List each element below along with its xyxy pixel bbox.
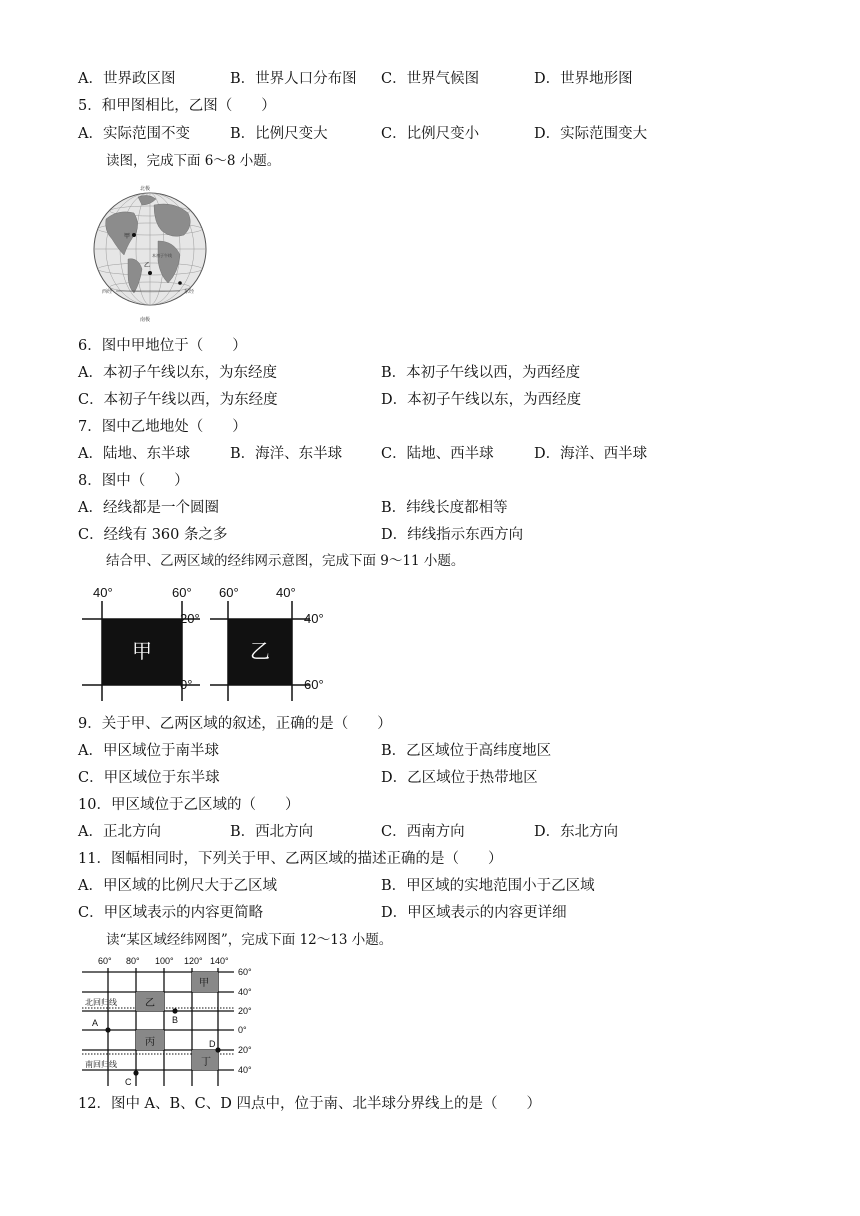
- q11-option-a: A．甲区域的比例尺大于乙区域: [78, 878, 277, 894]
- q9-option-c: C．甲区域位于东半球: [78, 770, 220, 786]
- jia-right-label-2: 0°: [180, 677, 193, 692]
- yi-right-label-2: 60°: [304, 677, 324, 692]
- q6-option-a: A．本初子午线以东，为东经度: [78, 365, 277, 381]
- yi-right-label-1: 40°: [304, 611, 324, 626]
- map-point-a: [105, 1027, 110, 1032]
- q4-option-a: A．世界政区图: [78, 71, 176, 87]
- q9-option-a: A．甲区域位于南半球: [78, 743, 219, 759]
- map-right-label-60n: 60°: [238, 967, 252, 977]
- map-point-d: [215, 1047, 220, 1052]
- map-point-c-label: C: [125, 1077, 132, 1087]
- region-grid-map: [78, 952, 268, 1090]
- jia-right-label-1: 20°: [180, 611, 200, 626]
- globe-figure: [84, 183, 216, 323]
- q4-option-b: B．世界人口分布图: [230, 71, 357, 87]
- point-jia-marker: [132, 233, 136, 237]
- map-point-a-label: A: [92, 1018, 99, 1028]
- yi-top-label-2: 40°: [276, 585, 296, 600]
- point-yi-marker: [148, 271, 152, 275]
- region-yi-label: 乙: [250, 641, 270, 663]
- q7-option-a: A．陆地、东半球: [78, 446, 190, 462]
- map-point-d-label: D: [209, 1039, 216, 1049]
- map-right-label-40s: 40°: [238, 1065, 252, 1075]
- intro-9-11: 结合甲、乙两区域的经纬网示意图，完成下面 9～11 小题。: [106, 553, 465, 569]
- map-point-b: [172, 1008, 177, 1013]
- q9-stem: 9．关于甲、乙两区域的叙述，正确的是（ ）: [78, 716, 392, 732]
- q10-stem: 10．甲区域位于乙区域的（ ）: [78, 797, 300, 813]
- jia-top-label-2: 60°: [172, 585, 192, 600]
- q7-option-d: D．海洋、西半球: [534, 446, 648, 462]
- q11-option-b: B．甲区域的实地范围小于乙区域: [381, 878, 595, 894]
- q5-option-d: D．实际范围变大: [534, 126, 648, 142]
- q7-option-c: C．陆地、西半球: [381, 446, 494, 462]
- globe-label-yi: 乙: [144, 263, 151, 269]
- q11-option-d: D．甲区域表示的内容更详细: [381, 905, 567, 921]
- map-right-label-20n: 20°: [238, 1006, 252, 1016]
- map-top-label-60: 60°: [98, 956, 112, 966]
- globe-label-jia: 甲: [124, 234, 131, 240]
- map-region-ding-label: 丁: [201, 1057, 211, 1068]
- jia-top-label-1: 40°: [93, 585, 113, 600]
- q11-option-c: C．甲区域表示的内容更简略: [78, 905, 264, 921]
- q4-option-d: D．世界地形图: [534, 71, 633, 87]
- map-top-label-80: 80°: [126, 956, 140, 966]
- map-right-label-0: 0°: [238, 1025, 247, 1035]
- q10-option-a: A．正北方向: [78, 824, 161, 840]
- map-region-jia-label: 甲: [199, 978, 209, 989]
- q5-option-a: A．实际范围不变: [78, 126, 190, 142]
- q8-option-b: B．纬线长度都相等: [381, 500, 508, 516]
- q9-option-b: B．乙区域位于高纬度地区: [381, 743, 552, 759]
- q5-stem: 5．和甲图相比，乙图（ ）: [78, 98, 276, 114]
- q11-stem: 11．图幅相同时，下列关于甲、乙两区域的描述正确的是（ ）: [78, 851, 503, 867]
- map-point-b-label: B: [172, 1015, 179, 1025]
- map-region-yi-label: 乙: [145, 998, 155, 1009]
- intro-12-13: 读“某区域经纬网图”，完成下面 12～13 小题。: [106, 932, 393, 948]
- map-tropic-north-label: 北回归线: [85, 998, 117, 1007]
- globe-label-west: 西经: [102, 289, 113, 295]
- map-region-bing-label: 丙: [145, 1037, 155, 1048]
- map-tropic-south-label: 南回归线: [85, 1060, 117, 1069]
- map-top-label-100: 100°: [155, 956, 174, 966]
- grid-figure: [80, 583, 340, 707]
- q5-option-c: C．比例尺变小: [381, 126, 480, 142]
- region-jia-label: 甲: [132, 641, 152, 663]
- q4-option-c: C．世界气候图: [381, 71, 480, 87]
- q7-stem: 7．图中乙地地处（ ）: [78, 419, 247, 435]
- q9-option-d: D．乙区域位于热带地区: [381, 770, 538, 786]
- yi-top-label-1: 60°: [219, 585, 239, 600]
- q10-option-b: B．西北方向: [230, 824, 314, 840]
- q5-option-b: B．比例尺变大: [230, 126, 328, 142]
- q10-option-d: D．东北方向: [534, 824, 619, 840]
- map-top-label-140: 140°: [210, 956, 229, 966]
- q7-option-b: B．海洋、东半球: [230, 446, 343, 462]
- globe-label-south-pole: 南极: [140, 317, 151, 323]
- q8-option-c: C．经线有 360 条之多: [78, 527, 228, 543]
- q6-option-c: C．本初子午线以西，为东经度: [78, 392, 278, 408]
- map-right-label-20s: 20°: [238, 1045, 252, 1055]
- q10-option-c: C．西南方向: [381, 824, 465, 840]
- q12-stem: 12．图中 A、B、C、D 四点中，位于南、北半球分界线上的是（ ）: [78, 1096, 542, 1112]
- q8-stem: 8．图中（ ）: [78, 473, 189, 489]
- map-right-label-40n: 40°: [238, 987, 252, 997]
- q8-option-a: A．经线都是一个圆圈: [78, 500, 219, 516]
- q6-stem: 6．图中甲地位于（ ）: [78, 338, 247, 354]
- globe-label-north-pole: 北极: [140, 186, 151, 192]
- q6-option-d: D．本初子午线以东，为西经度: [381, 392, 582, 408]
- globe-label-meridian: 本初子午线: [152, 253, 172, 258]
- intro-6-8: 读图，完成下面 6～8 小题。: [106, 153, 281, 169]
- map-top-label-120: 120°: [184, 956, 203, 966]
- globe-label-east: 东经: [184, 289, 195, 295]
- q8-option-d: D．纬线指示东西方向: [381, 527, 524, 543]
- map-point-c: [133, 1070, 138, 1075]
- q6-option-b: B．本初子午线以西，为西经度: [381, 365, 581, 381]
